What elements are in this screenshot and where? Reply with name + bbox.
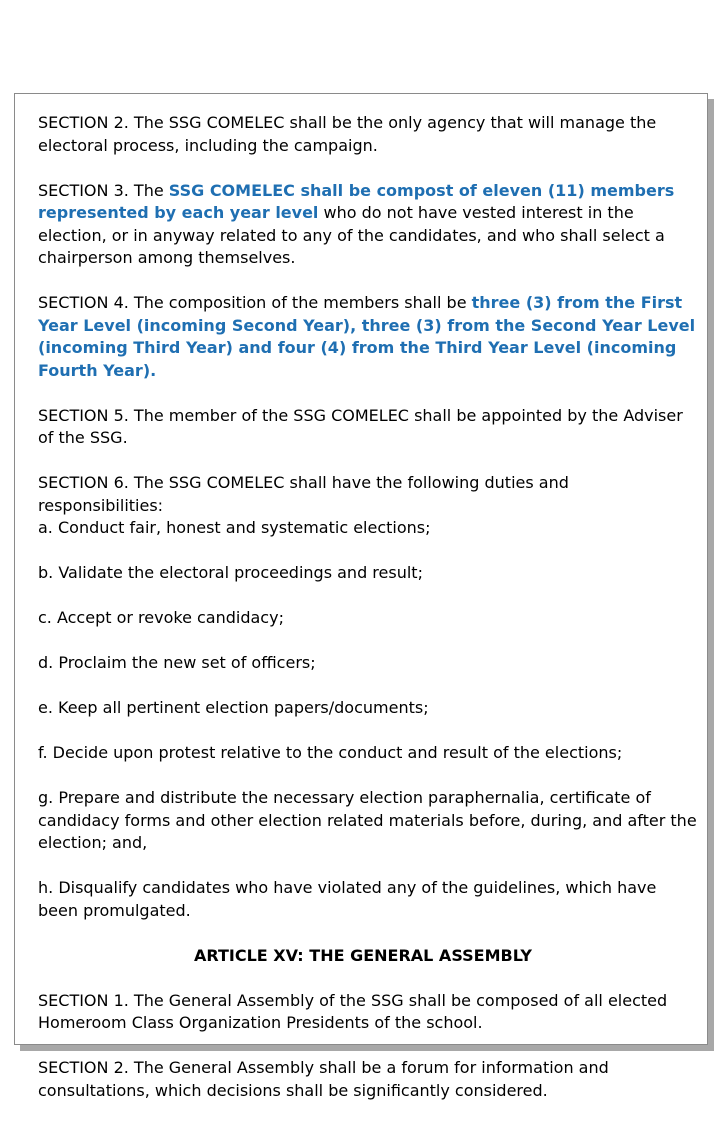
duty-item-d: d. Proclaim the new set of officers; (38, 653, 316, 672)
section-4-highlight: three (3) from the First Year Level (incoming Second Year), three (3) from the Second Year Level (incoming Third Year) and four (4) from the Third Year Level (incoming Fourth Year). (38, 293, 696, 380)
comelec-section-6 (38, 472, 698, 540)
section-3-prefix: SECTION 3. The (38, 180, 169, 200)
section-3-highlight: SSG COMELEC shall be compost of eleven (11) members represented by each year level (38, 180, 675, 222)
comelec-section-4 (38, 292, 698, 382)
section-3-suffix: who do not have vested interest in the election, or in anyway related to any of the candidates, and who shall select a chairperson among themselves. (38, 203, 665, 267)
comelec-section-2: SECTION 2. The SSG COMELEC shall be the only agency that will manage the electoral process, including the campaign. (38, 113, 657, 155)
duty-item-b: b. Validate the electoral proceedings and result; (38, 563, 423, 582)
page-shadow-right (708, 99, 714, 1051)
duty-item-g: g. Prepare and distribute the necessary election paraphernalia, certificate of candidacy forms and other election related materials before, during, and after the election; and, (38, 788, 697, 852)
comelec-section-3 (38, 180, 698, 270)
duty-item-h: h. Disqualify candidates who have violated any of the guidelines, which have been promulgated. (38, 878, 657, 920)
assembly-section-1: SECTION 1. The General Assembly of the SSG shall be composed of all elected Homeroom Class Organization Presidents of the school. (38, 990, 668, 1032)
duty-item-c: c. Accept or revoke candidacy; (38, 608, 284, 627)
section-6-intro: SECTION 6. The SSG COMELEC shall have the following duties and responsibilities: (38, 473, 569, 515)
article-heading: ARTICLE XV: THE GENERAL ASSEMBLY (194, 945, 532, 965)
document-content (38, 112, 698, 1125)
duty-item-e: e. Keep all pertinent election papers/documents; (38, 698, 429, 717)
duty-item-a: a. Conduct fair, honest and systematic elections; (38, 518, 431, 537)
section-4-prefix: SECTION 4. The composition of the members shall be (38, 293, 472, 312)
assembly-section-2: SECTION 2. The General Assembly shall be a forum for information and consultations, which decisions shall be significantly considered. (38, 1058, 609, 1100)
comelec-section-5: SECTION 5. The member of the SSG COMELEC shall be appointed by the Adviser of the SSG. (38, 405, 683, 447)
duty-item-f: f. Decide upon protest relative to the conduct and result of the elections; (38, 743, 623, 762)
